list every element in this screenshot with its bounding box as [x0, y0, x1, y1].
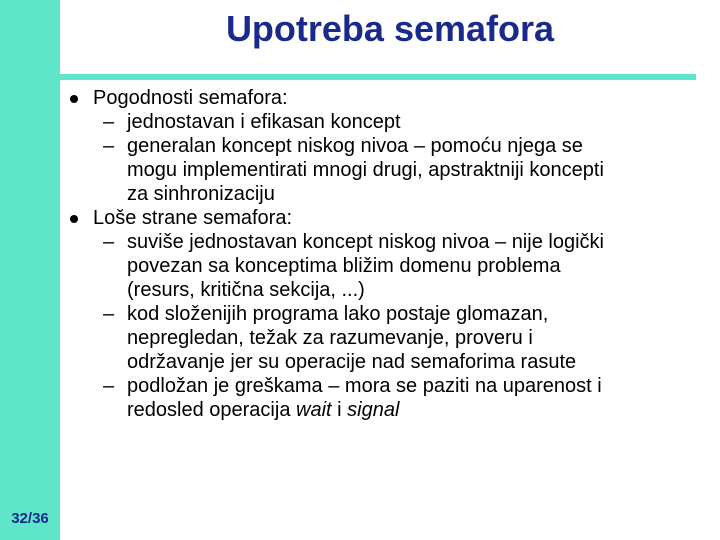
dash-icon: –	[103, 135, 115, 157]
sub-bullet-line: za sinhronizaciju	[127, 183, 275, 205]
slide-number: 32/36	[11, 510, 49, 527]
bullet-dot-icon	[70, 215, 78, 223]
line-prefix: redosled operacija	[127, 399, 296, 421]
bullet-advantages	[68, 86, 708, 110]
slide-content	[68, 86, 708, 422]
sub-bullet	[68, 110, 708, 134]
joiner: i	[331, 399, 348, 421]
sub-bullet-line: suviše jednostavan koncept niskog nivoa – nije logički	[127, 231, 604, 253]
sub-bullet-line	[127, 398, 708, 422]
bullet-dot-icon	[70, 95, 78, 103]
sub-bullet-text: jednostavan i efikasan koncept	[127, 111, 401, 133]
sub-bullet-line: podložan je greškama – mora se paziti na uparenost i	[127, 375, 602, 397]
sub-bullet-line: mogu implementirati mnogi drugi, apstraktniji koncepti	[127, 159, 604, 181]
sub-bullet-line: povezan sa konceptima bližim domenu problema	[127, 255, 561, 277]
sub-bullet-line: nepregledan, težak za razumevanje, proveru i	[127, 327, 533, 349]
dash-icon: –	[103, 231, 115, 253]
sub-bullet-line: održavanje jer su operacije nad semaforima rasute	[127, 351, 577, 373]
bullet-text: Loše strane semafora:	[93, 207, 292, 229]
dash-icon: –	[103, 375, 115, 397]
sub-bullet-line: kod složenijih programa lako postaje glomazan,	[127, 303, 549, 325]
signal-operation: signal	[347, 399, 400, 421]
sub-bullet-line: (resurs, kritična sekcija, ...)	[127, 279, 365, 301]
sidebar-accent-bar	[0, 0, 60, 540]
dash-icon: –	[103, 303, 115, 325]
sub-bullet	[68, 230, 708, 302]
sub-bullet	[68, 134, 708, 206]
bullet-disadvantages	[68, 206, 708, 230]
bullet-text: Pogodnosti semafora:	[93, 87, 288, 109]
title-underline-rule	[60, 74, 696, 80]
slide-title: Upotreba semafora	[225, 8, 555, 49]
dash-icon: –	[103, 111, 115, 133]
sub-bullet	[68, 302, 708, 374]
sub-bullet	[68, 374, 708, 422]
wait-operation: wait	[296, 399, 332, 421]
sub-bullet-line: generalan koncept niskog nivoa – pomoću njega se	[127, 135, 583, 157]
